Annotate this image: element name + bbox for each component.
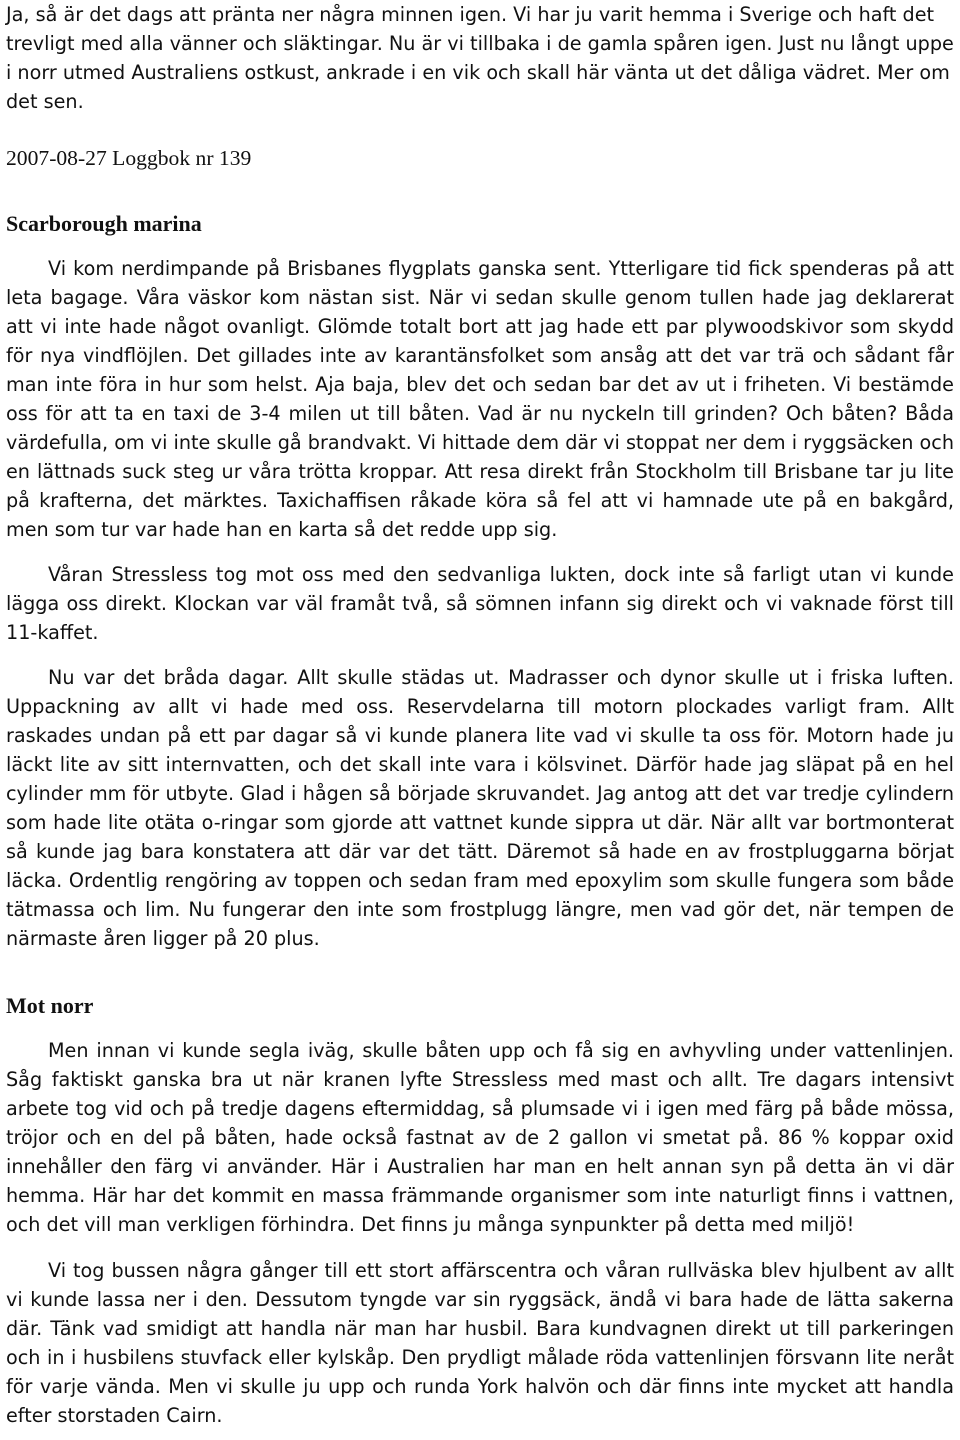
body-paragraph: Våran Stressless tog mot oss med den sedvanliga lukten, dock inte så farligt utan vi kunde lägga oss direkt. Klockan var väl framåt två, så sömnen infann sig direkt och vi vaknade först till 11-kaffet.: [6, 563, 954, 644]
body-paragraph: Nu var det bråda dagar. Allt skulle städas ut. Madrasser och dynor skulle ut i friska luften. Uppackning av allt vi hade med oss. Reservdelarna till motorn plockades varligt fram. Allt raskades undan på ett par dagar så vi kunde planera lite vad vi skulle ta oss för. Motorn hade ju läckt lite av sitt internvatten, och det skall inte vara i kölsvinet. Därför hade jag släpat på en hel cylinder mm för utbyte. Glad i hågen så började skruvandet. Jag antog att det var tredje cylindern som hade lite otäta o-ringar som gjorde att vattnet kunde sippra ut där. När allt var bortmonterat så kunde jag bara konstatera att där var det tätt. Däremot så hade en av frostpluggarna börjat läcka. Ordentlig rengöring av toppen och sedan fram med epoxylim som skulle fungera som både tätmassa och lim. Nu fungerar den inte som frostplugg längre, men vad gör det, när tempen de närmaste åren ligger på 20 plus.: [6, 666, 954, 950]
section-heading-scarborough: Scarborough marina: [6, 211, 202, 236]
log-entry-line: 2007-08-27 Loggbok nr 139: [6, 146, 252, 170]
section-heading-mot-norr: Mot norr: [6, 993, 94, 1018]
body-paragraph: Men innan vi kunde segla iväg, skulle båten upp och få sig en avhyvling under vattenlinjen. Såg faktiskt ganska bra ut när kranen lyfte Stressless med mast och allt. Tre dagars intensivt arbete tog vid och på tredje dagens eftermiddag, så plumsade vi i igen med färg på både mössa, tröjor och en del på båten, hade också fastnat av de 2 gallon vi smetat på. 86 % koppar oxid innehåller den färg vi använder. Här i Australien har man en helt annan syn på detta än vi där hemma. Här har det kommit en massa främmande organismer som inte naturligt finns i vattnen, och det vill man verkligen förhindra. Det finns ju många synpunkter på detta med miljö!: [6, 1039, 954, 1236]
body-paragraph: Vi tog bussen några gånger till ett stort affärscentra och våran rullväska blev hjulbent av allt vi kunde lassa ner i den. Dessutom tyngde var sin ryggsäck, ändå vi bara hade de lätta sakerna där. Tänk vad smidigt att handla när man har husbil. Bara kundvagnen direkt ut till parkeringen och in i husbilens stuvfack eller kylskåp. Den prydligt målade röda vattenlinjen försvann lite neråt för varje vända. Men vi skulle ju upp och runda York halvön och där finns inte mycket att handla efter storstaden Cairn.: [6, 1259, 954, 1427]
body-paragraph: Vi kom nerdimpande på Brisbanes flygplats ganska sent. Ytterligare tid fick spenderas på att leta bagage. Våra väskor kom nästan sist. När vi sedan skulle genom tullen hade jag deklarerat att vi inte hade något ovanligt. Glömde totalt bort att jag hade ett par plywoodskivor som skydd för nya vindflöjlen. Det gillades inte av karantänsfolket som ansåg att det var trä och sådant får man inte föra in hur som helst. Aja baja, blev det och sedan bar det av ut i friheten. Vi bestämde oss för att ta en taxi de 3-4 milen ut till båten. Vad är nu nyckeln till grinden? Och båten? Båda värdefulla, om vi inte skulle gå brandvakt. Vi hittade dem där vi stoppat ner dem i ryggsäcken och en lättnads suck steg ur våra trötta kroppar. Att resa direkt från Stockholm till Brisbane tar ju lite på krafterna, det märktes. Taxichaffisen råkade köra så fel att vi hamnade ute på en bakgård, men som tur var hade han en karta så det redde upp sig.: [6, 257, 954, 541]
intro-paragraph: Ja, så är det dags att pränta ner några minnen igen. Vi har ju varit hemma i Sverige och haft det trevligt med alla vänner och släktingar. Nu är vi tillbaka i de gamla spåren igen. Just nu långt uppe i norr utmed Australiens ostkust, ankrade i en vik och skall här vänta ut det dåliga vädret. Mer om det sen.: [6, 3, 954, 113]
